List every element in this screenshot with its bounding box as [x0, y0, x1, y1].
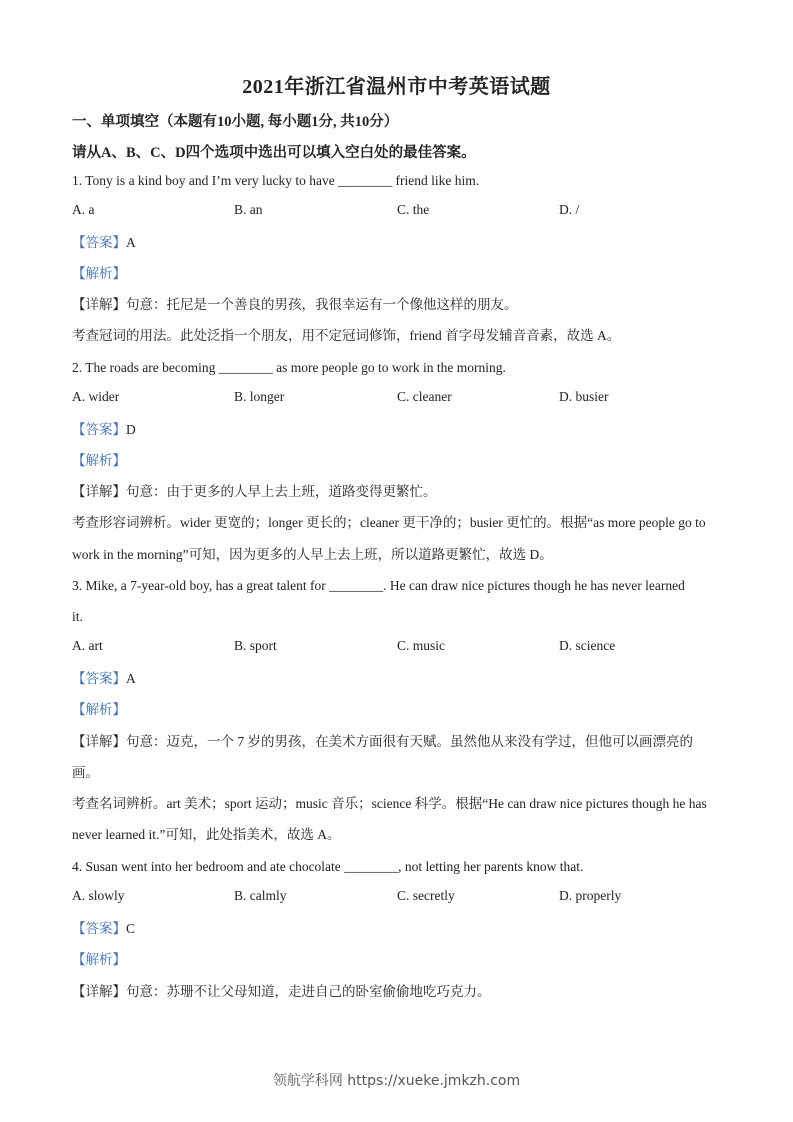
- detail-text: 句意：由于更多的人早上去上班，道路变得更繁忙。: [126, 484, 437, 499]
- option-b: B. sport: [234, 638, 277, 653]
- question-1-stem: 1. Tony is a kind boy and I’m very lucky to have ________ friend like him.: [72, 173, 480, 188]
- option-d: D. /: [559, 202, 580, 217]
- analysis-tag: 【解析】: [72, 453, 126, 468]
- question-2-options: [72, 389, 722, 409]
- option-c: C. the: [397, 202, 430, 217]
- question-1-analysis: [72, 264, 722, 284]
- question-3-answer: [72, 669, 722, 689]
- detail-text: 句意：托尼是一个善良的男孩，我很幸运有一个像他这样的朋友。: [126, 297, 518, 312]
- question-4-answer: [72, 919, 722, 939]
- page-title: 2021年浙江省温州市中考英语试题: [242, 76, 551, 98]
- answer-value: D: [126, 422, 136, 437]
- question-4-analysis: [72, 950, 722, 970]
- question-2-answer: [72, 420, 722, 440]
- detail-text: 句意：苏珊不让父母知道，走进自己的卧室偷偷地吃巧克力。: [126, 984, 491, 999]
- answer-tag: 【答案】: [72, 921, 126, 936]
- option-a: A. wider: [72, 389, 120, 404]
- option-d: D. busier: [559, 389, 609, 404]
- answer-tag: 【答案】: [72, 671, 126, 686]
- question-3-detail-line-2: 画。: [72, 765, 99, 780]
- analysis-tag: 【解析】: [72, 266, 126, 281]
- option-b: B. an: [234, 202, 263, 217]
- option-d: D. properly: [559, 888, 622, 903]
- question-2-stem: 2. The roads are becoming ________ as more people go to work in the morning.: [72, 360, 506, 375]
- answer-value: C: [126, 921, 136, 936]
- question-1-answer: [72, 233, 722, 253]
- answer-value: A: [126, 671, 136, 686]
- answer-value: A: [126, 235, 136, 250]
- question-3-detail: [72, 732, 722, 752]
- detail-text: 句意：迈克，一个 7 岁的男孩，在美术方面很有天赋。虽然他从来没有学过，但他可以画漂亮的: [126, 734, 693, 749]
- question-2-explain-line-2: work in the morning”可知，因为更多的人早上去上班，所以道路更繁忙，故选 D。: [72, 547, 553, 562]
- question-3-stem-line-2: it.: [72, 609, 83, 624]
- option-b: B. calmly: [234, 888, 287, 903]
- section-heading: 一、单项填空（本题有10小题, 每小题1分, 共10分）: [72, 114, 399, 130]
- detail-tag: 【详解】: [72, 484, 126, 499]
- question-2-analysis: [72, 451, 722, 471]
- option-a: A. a: [72, 202, 95, 217]
- option-c: C. music: [397, 638, 446, 653]
- question-2-explain-line-1: 考查形容词辨析。wider 更宽的；longer 更长的；cleaner 更干净的；busier 更忙的。根据“as more people go to: [72, 515, 706, 530]
- option-b: B. longer: [234, 389, 285, 404]
- question-1-detail: [72, 295, 722, 315]
- answer-tag: 【答案】: [72, 235, 126, 250]
- question-1-explain: 考查冠词的用法。此处泛指一个朋友，用不定冠词修饰，friend 首字母发辅音音素，故选 A。: [72, 328, 621, 343]
- option-c: C. secretly: [397, 888, 455, 903]
- section-instruction: 请从A、B、C、D四个选项中选出可以填入空白处的最佳答案。: [72, 145, 476, 161]
- analysis-tag: 【解析】: [72, 952, 126, 967]
- question-3-options: [72, 638, 722, 658]
- question-1-options: [72, 202, 722, 222]
- question-2-detail: [72, 482, 722, 502]
- option-c: C. cleaner: [397, 389, 452, 404]
- question-3-stem-line-1: 3. Mike, a 7-year-old boy, has a great talent for ________. He can draw nice pictures though he has never learned: [72, 578, 685, 593]
- analysis-tag: 【解析】: [72, 702, 126, 717]
- detail-tag: 【详解】: [72, 984, 126, 999]
- detail-tag: 【详解】: [72, 734, 126, 749]
- option-a: A. slowly: [72, 888, 125, 903]
- question-3-explain-line-1: 考查名词辨析。art 美术；sport 运动；music 音乐；science 科学。根据“He can draw nice pictures though he has: [72, 796, 707, 811]
- question-3-analysis: [72, 700, 722, 720]
- answer-tag: 【答案】: [72, 422, 126, 437]
- detail-tag: 【详解】: [72, 297, 126, 312]
- question-3-explain-line-2: never learned it.”可知，此处指美术，故选 A。: [72, 827, 341, 842]
- question-4-detail: [72, 982, 722, 1002]
- footer-watermark: 领航学科网 https://xueke.jmkzh.com: [272, 1073, 521, 1089]
- question-4-stem: 4. Susan went into her bedroom and ate chocolate ________, not letting her parents know that.: [72, 859, 584, 874]
- question-4-options: [72, 888, 722, 908]
- option-d: D. science: [559, 638, 616, 653]
- option-a: A. art: [72, 638, 103, 653]
